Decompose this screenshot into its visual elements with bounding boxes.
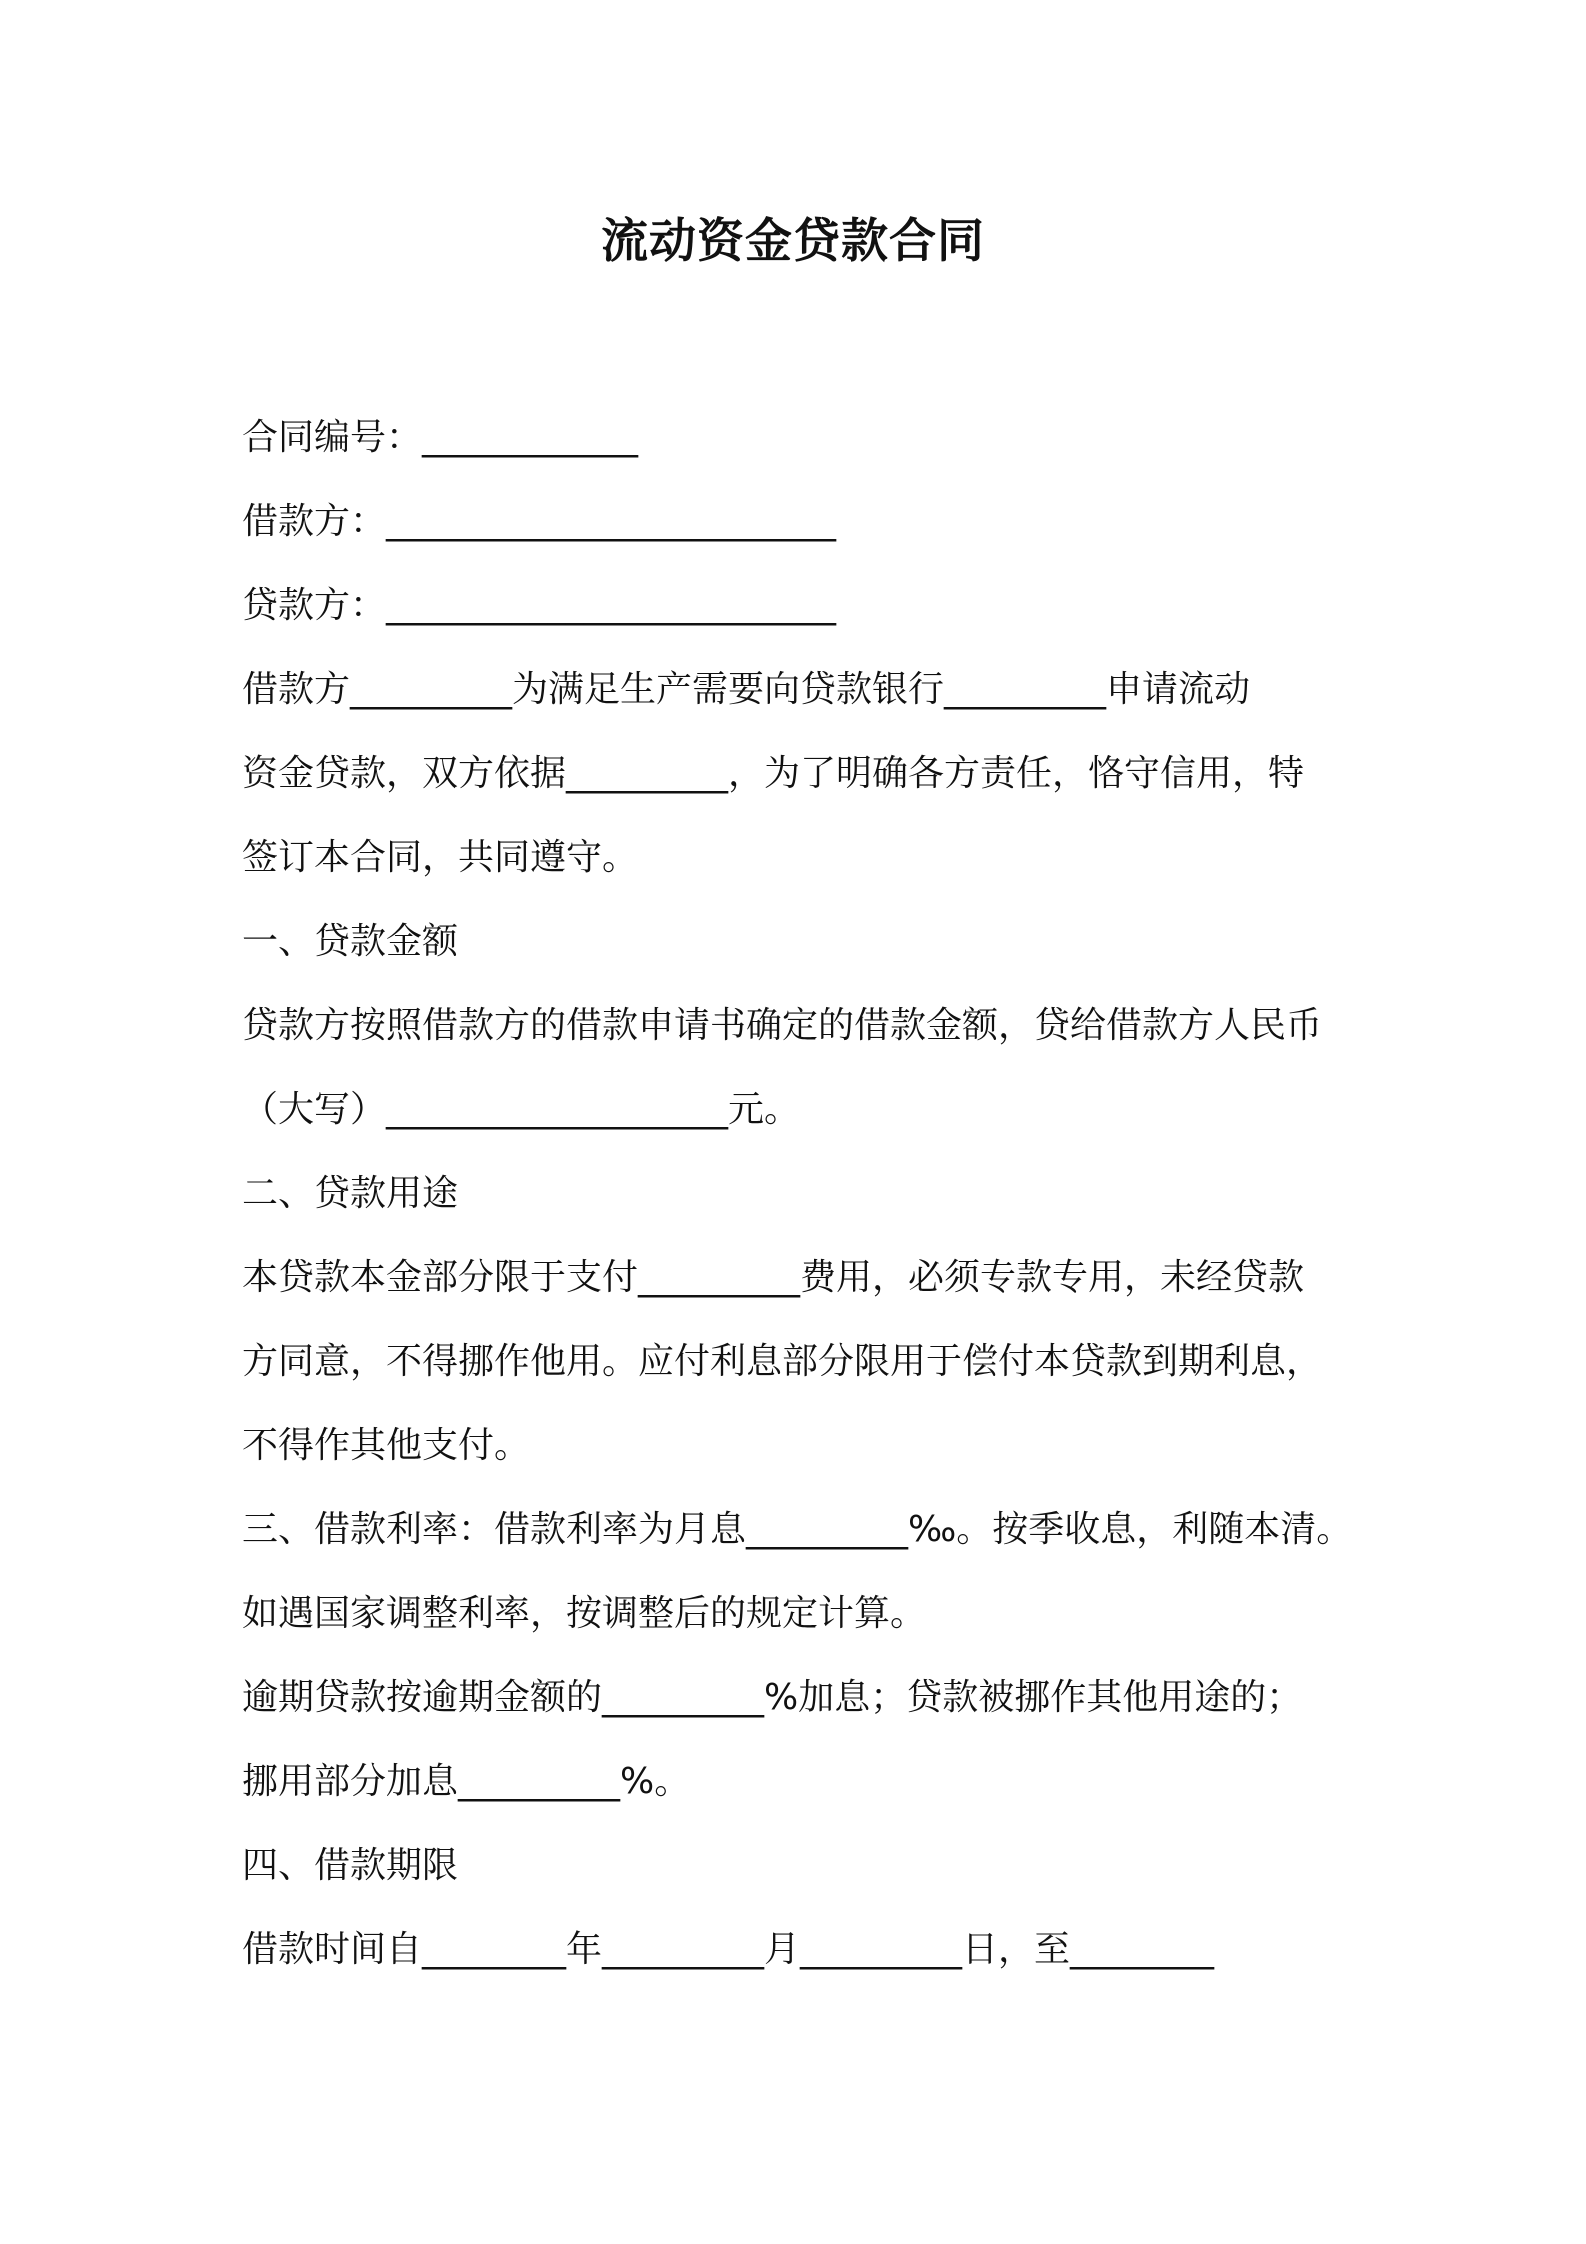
interest-rate-line-1: 三、借款利率：借款利率为月息_________‰。按季收息，利随本清。 [242, 1509, 1353, 1550]
preamble-line-1: 借款方_________为满足生产需要向贷款银行_________申请流动 [242, 669, 1251, 710]
amount-text-line-2: （大写）___________________元。 [242, 1089, 801, 1130]
section-heading-term: 四、借款期限 [242, 1845, 459, 1886]
document-title: 流动资金贷款合同 [601, 214, 985, 269]
contract-number-line: 合同编号：____________ [242, 417, 639, 458]
interest-rate-line-2: 如遇国家调整利率，按调整后的规定计算。 [242, 1593, 927, 1634]
preamble-line-2: 资金贷款，双方依据_________，为了明确各方责任，恪守信用，特 [242, 753, 1305, 794]
lender-line: 贷款方：_________________________ [242, 585, 837, 626]
borrower-line: 借款方：_________________________ [242, 501, 837, 542]
purpose-text-line-3: 不得作其他支付。 [242, 1425, 531, 1466]
purpose-text-line-2: 方同意，不得挪作他用。应付利息部分限用于偿付本贷款到期利息， [242, 1341, 1323, 1382]
overdue-interest-line-2: 挪用部分加息_________%。 [242, 1761, 691, 1802]
amount-text-line-1: 贷款方按照借款方的借款申请书确定的借款金额，贷给借款方人民币 [242, 1005, 1323, 1046]
preamble-line-3: 签订本合同，共同遵守。 [242, 837, 639, 878]
section-heading-purpose: 二、贷款用途 [242, 1173, 459, 1214]
section-heading-amount: 一、贷款金额 [242, 921, 459, 962]
purpose-text-line-1: 本贷款本金部分限于支付_________费用，必须专款专用，未经贷款 [242, 1257, 1305, 1298]
overdue-interest-line-1: 逾期贷款按逾期金额的_________%加息；贷款被挪作其他用途的； [242, 1677, 1303, 1718]
term-text-line-1: 借款时间自________年_________月_________日，至________ [242, 1929, 1215, 1970]
